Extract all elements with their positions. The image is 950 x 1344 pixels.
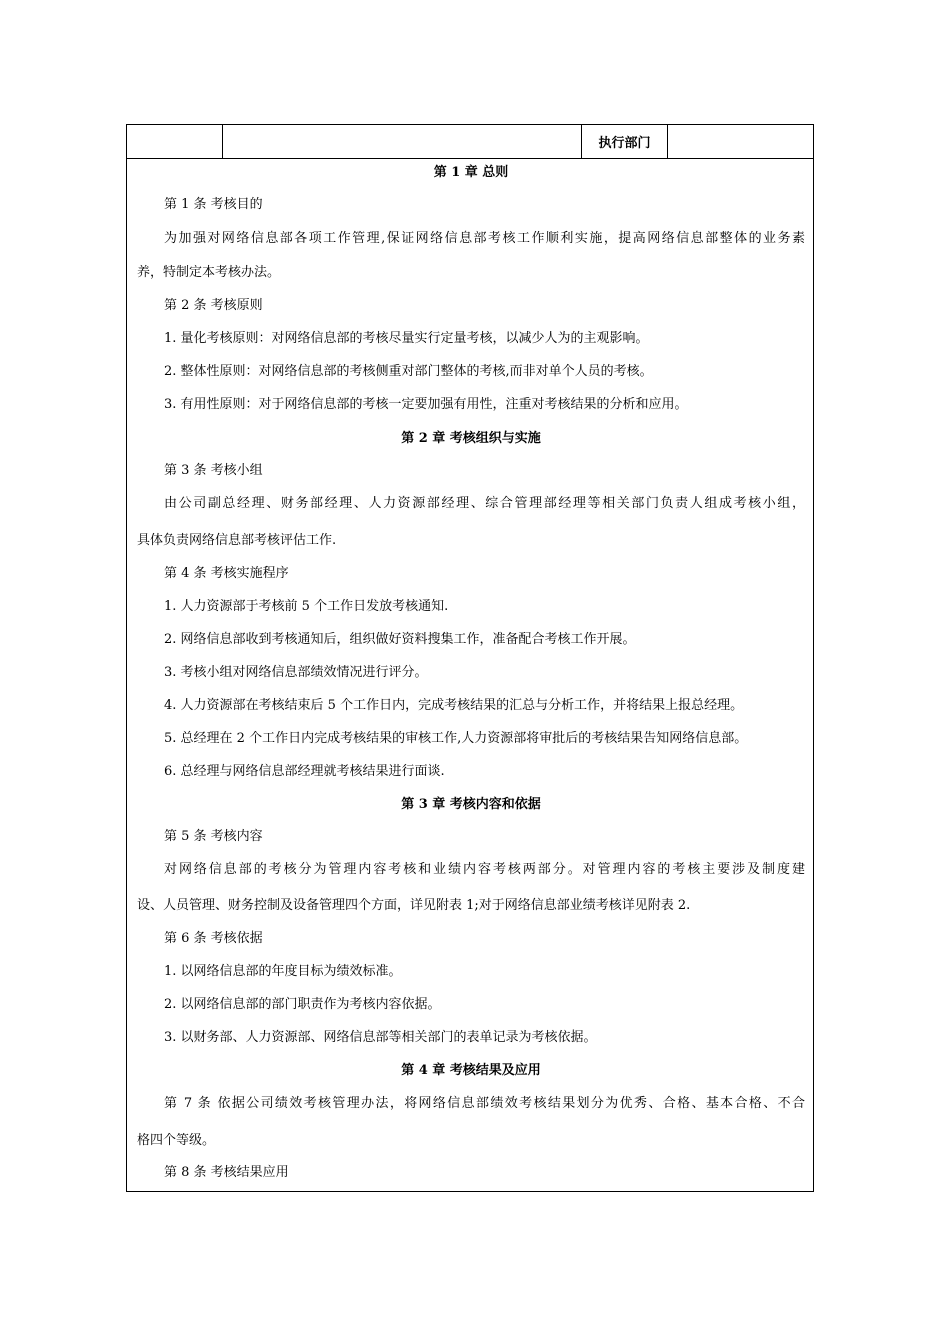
article-heading: 第 8 条 考核结果应用 bbox=[164, 1165, 289, 1180]
paragraph-line: 格四个等级。 bbox=[137, 1133, 216, 1148]
chapter-heading: 第 4 章 考核结果及应用 bbox=[401, 1063, 541, 1078]
list-item: 3. 考核小组对网络信息部绩效情况进行评分。 bbox=[164, 665, 428, 680]
header-cell-1 bbox=[127, 125, 223, 158]
chapter-heading: 第 3 章 考核内容和依据 bbox=[401, 797, 541, 812]
article-heading: 第 4 条 考核实施程序 bbox=[164, 566, 289, 581]
paragraph-line: 为加强对网络信息部各项工作管理,保证网络信息部考核工作顺利实施，提高网络信息部整体的业务素 bbox=[164, 231, 805, 246]
list-item: 2. 网络信息部收到考核通知后，组织做好资料搜集工作，准备配合考核工作开展。 bbox=[164, 632, 636, 647]
list-item: 5. 总经理在 2 个工作日内完成考核结果的审核工作,人力资源部将审批后的考核结果告知网络信息部。 bbox=[164, 731, 748, 746]
exec-dept-value bbox=[668, 125, 814, 158]
paragraph-line: 第 7 条 依据公司绩效考核管理办法，将网络信息部绩效考核结果划分为优秀、合格、基本合格、不合 bbox=[164, 1096, 805, 1111]
list-item: 3. 有用性原则：对于网络信息部的考核一定要加强有用性，注重对考核结果的分析和应用。 bbox=[164, 397, 688, 412]
paragraph-line: 对网络信息部的考核分为管理内容考核和业绩内容考核两部分。对管理内容的考核主要涉及制度建 bbox=[164, 862, 805, 877]
list-item: 4. 人力资源部在考核结束后 5 个工作日内，完成考核结果的汇总与分析工作，并将结果上报总经理。 bbox=[164, 698, 744, 713]
paragraph-line: 设、人员管理、财务控制及设备管理四个方面，详见附表 1;对于网络信息部业绩考核详见附表 2. bbox=[137, 898, 691, 913]
paragraph-line: 由公司副总经理、财务部经理、人力资源部经理、综合管理部经理等相关部门负责人组成考核小组， bbox=[164, 496, 805, 511]
exec-dept-label: 执行部门 bbox=[582, 125, 668, 158]
header-cell-2 bbox=[223, 125, 582, 158]
list-item: 6. 总经理与网络信息部经理就考核结果进行面谈. bbox=[164, 764, 445, 779]
list-item: 2. 整体性原则：对网络信息部的考核侧重对部门整体的考核,而非对单个人员的考核。 bbox=[164, 364, 653, 379]
list-item: 1. 人力资源部于考核前 5 个工作日发放考核通知. bbox=[164, 599, 449, 614]
document-table bbox=[126, 124, 814, 1192]
paragraph-line: 养，特制定本考核办法。 bbox=[137, 265, 281, 280]
list-item: 3. 以财务部、人力资源部、网络信息部等相关部门的表单记录为考核依据。 bbox=[164, 1030, 597, 1045]
paragraph-line: 具体负责网络信息部考核评估工作. bbox=[137, 533, 337, 548]
list-item: 2. 以网络信息部的部门职责作为考核内容依据。 bbox=[164, 997, 441, 1012]
article-heading: 第 3 条 考核小组 bbox=[164, 463, 263, 478]
table-header-row bbox=[127, 125, 813, 159]
article-heading: 第 1 条 考核目的 bbox=[164, 197, 263, 212]
chapter-heading: 第 1 章 总则 bbox=[433, 165, 509, 180]
list-item: 1. 以网络信息部的年度目标为绩效标准。 bbox=[164, 964, 402, 979]
article-heading: 第 2 条 考核原则 bbox=[164, 298, 263, 313]
article-heading: 第 5 条 考核内容 bbox=[164, 829, 263, 844]
article-heading: 第 6 条 考核依据 bbox=[164, 931, 263, 946]
chapter-heading: 第 2 章 考核组织与实施 bbox=[401, 431, 541, 446]
list-item: 1. 量化考核原则：对网络信息部的考核尽量实行定量考核，以减少人为的主观影响。 bbox=[164, 331, 649, 346]
